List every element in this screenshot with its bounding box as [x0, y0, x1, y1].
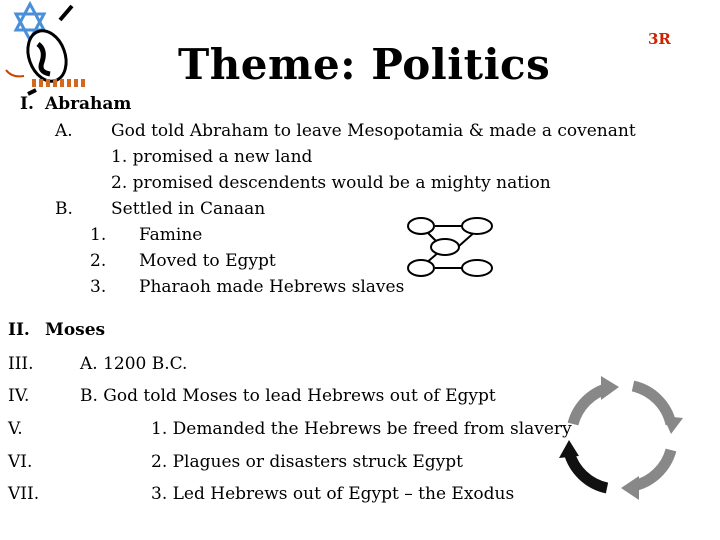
row-text: A. 1200 B.C.: [80, 354, 188, 374]
row-numeral: III.: [8, 354, 34, 374]
row-numeral: VII.: [8, 484, 40, 504]
item-b2-num: 2.: [90, 251, 107, 271]
section-2-label: Moses: [45, 320, 106, 340]
item-b3-text: Pharaoh made Hebrews slaves: [139, 277, 405, 297]
item-b-text: Settled in Canaan: [111, 199, 266, 219]
star-of-david-torah-icon: [2, 0, 94, 96]
row-text: 2. Plagues or disasters struck Egypt: [151, 452, 463, 472]
row-text: 3. Led Hebrews out of Egypt – the Exodus: [151, 484, 515, 504]
item-a1-text: 1. promised a new land: [111, 147, 313, 167]
slide-number: 3R: [648, 30, 671, 48]
linked-ovals-diagram-icon: [405, 216, 495, 278]
row-numeral: VI.: [8, 452, 33, 472]
section-2-numeral: II.: [8, 320, 30, 340]
row-numeral: IV.: [8, 386, 30, 406]
item-a-text: God told Abraham to leave Mesopotamia & made a covenant: [111, 121, 636, 141]
cycle-arrows-icon: [553, 372, 688, 502]
slide-title: Theme: Politics: [178, 40, 551, 89]
row-numeral: V.: [8, 419, 23, 439]
item-b3-num: 3.: [90, 277, 107, 297]
row-text: B. God told Moses to lead Hebrews out of Egypt: [80, 386, 496, 406]
item-a-letter: A.: [55, 121, 73, 141]
section-1-numeral: I.: [20, 94, 34, 114]
row-text: 1. Demanded the Hebrews be freed from slavery: [151, 419, 572, 439]
section-1-label: Abraham: [45, 94, 132, 114]
item-b1-num: 1.: [90, 225, 107, 245]
item-b2-text: Moved to Egypt: [139, 251, 276, 271]
item-b1-text: Famine: [139, 225, 203, 245]
item-b-letter: B.: [55, 199, 73, 219]
item-a2-text: 2. promised descendents would be a mighty nation: [111, 173, 551, 193]
